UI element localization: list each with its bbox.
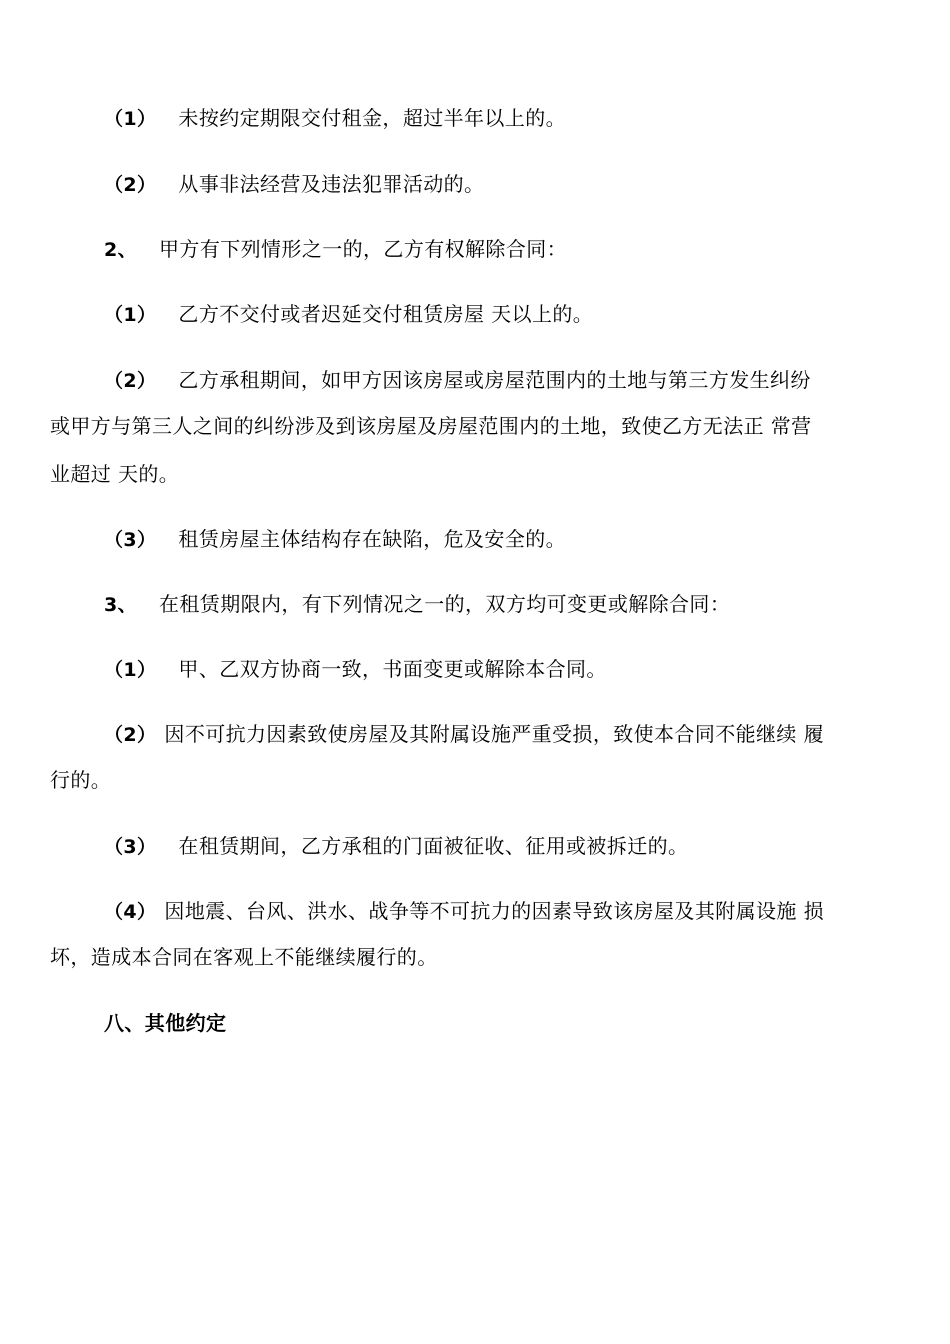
clause-text: 因不可抗力因素致使房屋及其附属设施严重受损，致使本合同不能继续 履 [164, 722, 824, 746]
clause-3-2 [104, 722, 824, 747]
clause-2-3 [104, 527, 566, 552]
clause-text: 在租赁期间，乙方承租的门面被征收、征用或被拆迁的。 [178, 834, 689, 858]
clause-3-1 [104, 657, 607, 682]
clause-marker: （2） [104, 370, 157, 392]
clause-text: 甲方有下列情形之一的，乙方有权解除合同： [159, 237, 568, 261]
clause-marker: （1） [104, 659, 157, 681]
clause-text: 租赁房屋主体结构存在缺陷，危及安全的。 [178, 527, 567, 551]
clause-1-2 [104, 172, 484, 197]
clause-3-2-continuation: 行的。 [50, 768, 112, 792]
clause-marker: （2） [104, 724, 157, 746]
clause-2-1 [104, 302, 593, 327]
section-heading: 八、其他约定 [104, 1011, 227, 1035]
clause-3-3 [104, 834, 688, 859]
clause-marker: （1） [104, 108, 157, 130]
clause-text: 未按约定期限交付租金，超过半年以上的。 [178, 106, 567, 130]
clause-marker: 2、 [104, 239, 138, 261]
clause-text: 在租赁期限内，有下列情况之一的，双方均可变更或解除合同： [159, 592, 731, 616]
clause-marker: （3） [104, 836, 157, 858]
clause-1-1 [104, 106, 566, 131]
clause-marker: （1） [104, 304, 157, 326]
clause-3-4 [104, 899, 824, 924]
clause-marker: 3、 [104, 594, 138, 616]
clause-3-4-continuation: 坏，造成本合同在客观上不能继续履行的。 [50, 945, 438, 969]
clause-marker: （2） [104, 174, 157, 196]
clause-text: 乙方承租期间，如甲方因该房屋或房屋范围内的土地与第三方发生纠纷 [178, 368, 811, 392]
clause-text: 甲、乙双方协商一致，书面变更或解除本合同。 [178, 657, 607, 681]
clause-2 [104, 237, 567, 262]
clause-marker: （3） [104, 529, 157, 551]
clause-2-2-continuation: 或甲方与第三人之间的纠纷涉及到该房屋及房屋范围内的土地，致使乙方无法正 常营 [50, 414, 812, 438]
clause-text: 乙方不交付或者迟延交付租赁房屋 天以上的。 [178, 302, 594, 326]
clause-3 [104, 592, 730, 617]
clause-marker: （4） [104, 901, 157, 923]
clause-2-2 [104, 368, 811, 393]
clause-text: 从事非法经营及违法犯罪活动的。 [178, 172, 485, 196]
clause-text: 因地震、台风、洪水、战争等不可抗力的因素导致该房屋及其附属设施 损 [164, 899, 824, 923]
clause-2-2-continuation: 业超过 天的。 [50, 462, 180, 486]
